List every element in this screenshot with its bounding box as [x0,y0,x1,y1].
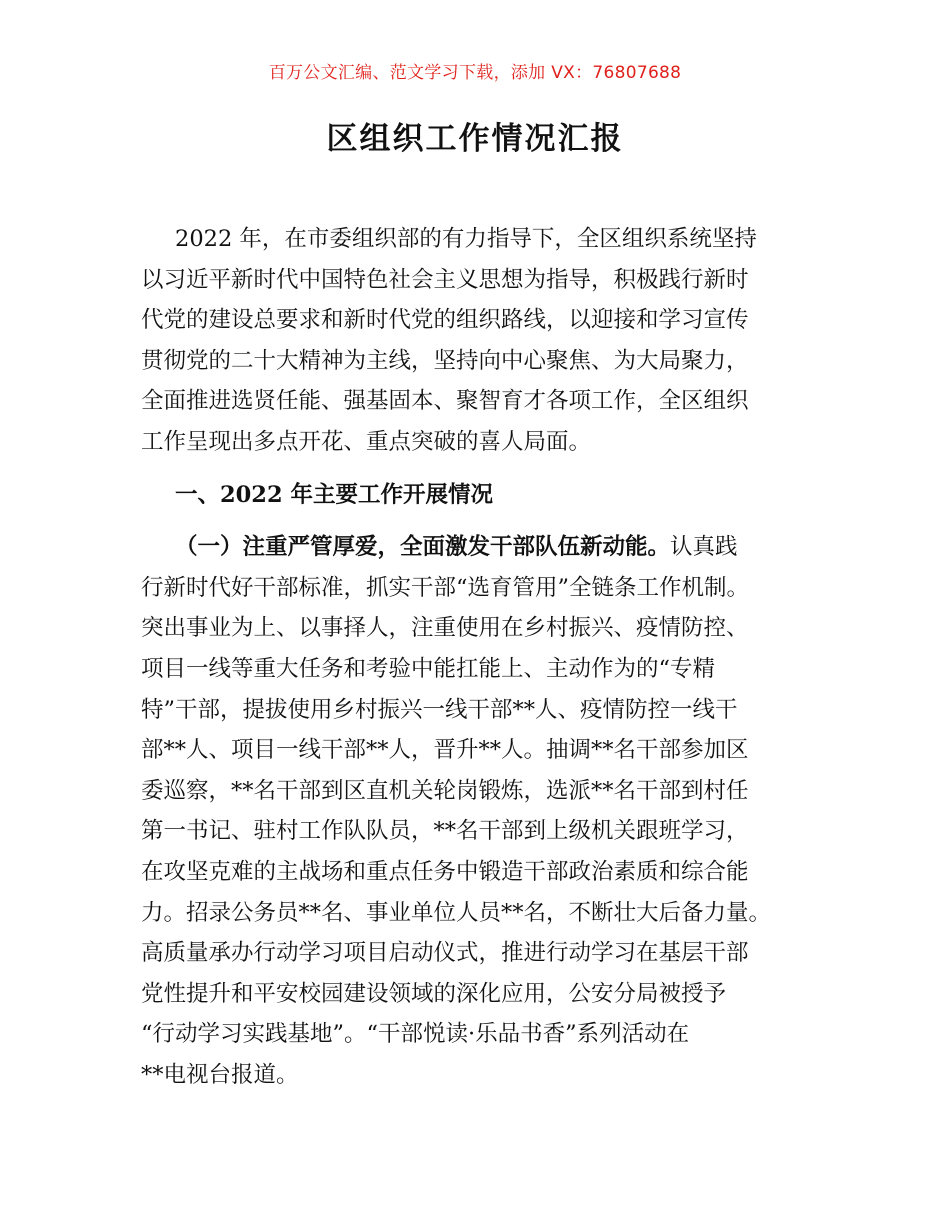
paragraph-line: 力。招录公务员**名、事业单位人员**名，不断壮大后备力量。 [141,899,772,926]
paragraph-line: 以习近平新时代中国特色社会主义思想为指导，积极践行新时 [141,266,749,293]
paragraph-line: 高质量承办行动学习项目启动仪式，推进行动学习在基层干部 [141,940,749,967]
header-banner: 百万公文汇编、范文学习下载，添加 VX：76807688 [268,63,682,83]
paragraph-line: 行新时代好干部标准，抓实干部“选育管用”全链条工作机制。 [141,574,750,601]
paragraph-line: 党性提升和平安校园建设领域的深化应用，公安分局被授予 [141,980,727,1007]
paragraph-line: 项目一线等重大任务和考验中能扛能上、主动作为的“专精 [141,655,716,682]
subsection-paragraph [141,527,821,1095]
paragraph-line: 在攻坚克难的主战场和重点任务中锻造干部政治素质和综合能 [141,858,749,885]
paragraph-line: 部**人、项目一线干部**人，晋升**人。抽调**名干部参加区 [141,737,749,764]
paragraph-line: 全面推进选贤任能、强基固本、聚智育才各项工作，全区组织 [141,388,749,415]
subsection-heading: （一）注重严管厚爱，全面激发干部队伍新动能。 [175,534,671,561]
paragraph-line: 第一书记、驻村工作队队员，**名干部到上级机关跟班学习， [141,818,749,845]
subsection-first-line [141,527,821,568]
paragraph-line: 代党的建设总要求和新时代党的组织路线，以迎接和学习宣传 [141,307,749,334]
paragraph-line: 工作呈现出多点开花、重点突破的喜人局面。 [141,428,592,455]
document-title: 区组织工作情况汇报 [326,121,624,157]
paragraph-text: 认真践 [670,534,738,561]
paragraph-line: 突出事业为上、以事择人，注重使用在乡村振兴、疫情防控、 [141,615,749,642]
paragraph-line: 委巡察，**名干部到区直机关轮岗锻炼，选派**名干部到村任 [141,777,749,804]
paragraph-line: **电视台报道。 [141,1061,299,1088]
section-heading: 一、2022 年主要工作开展情况 [175,481,493,508]
intro-paragraph [141,219,821,463]
paragraph-line: 2022 年，在市委组织部的有力指导下，全区组织系统坚持 [175,226,757,252]
paragraph-line: 特”干部，提拔使用乡村振兴一线干部**人、疫情防控一线干 [141,696,738,723]
paragraph-line: “行动学习实践基地”。“干部悦读·乐品书香”系列活动在 [141,1021,690,1048]
document-body [141,219,821,1095]
paragraph-line: 贯彻党的二十大精神为主线，坚持向中心聚焦、为大局聚力， [141,347,749,374]
